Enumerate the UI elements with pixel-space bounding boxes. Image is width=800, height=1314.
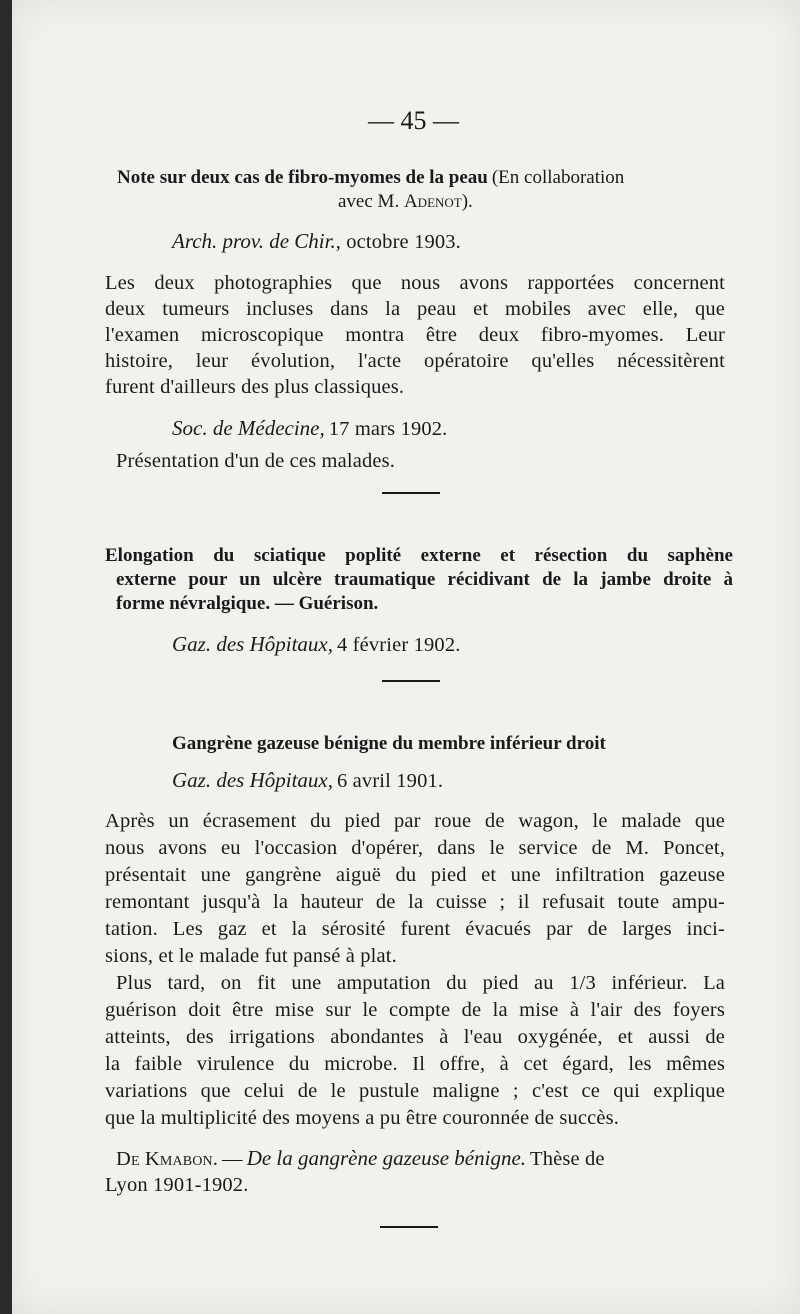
- article-2-title-line: Elongation du sciatique poplité externe et résection du saphène: [105, 545, 733, 566]
- article-1-reference-2: [172, 418, 447, 440]
- paragraph-line: que la multiplicité des moyens a pu être couronnée de succès.: [105, 1107, 620, 1129]
- paragraph-line: Les deux photographies que nous avons rapportées concernent: [105, 272, 725, 294]
- reference-date: 4 février 1902.: [337, 634, 461, 656]
- paragraph-line: nous avons eu l'occasion d'opérer, dans le service de M. Poncet,: [105, 837, 725, 859]
- paragraph-line: variations que celui de le pustule maligne ; c'est ce qui explique: [105, 1080, 725, 1102]
- reference-date: 6 avril 1901.: [337, 770, 444, 792]
- presentation-note: Présentation d'un de ces malades.: [116, 450, 396, 472]
- paragraph-line: la faible virulence du microbe. Il offre, à cet égard, les mêmes: [105, 1053, 725, 1075]
- paragraph-line: deux tumeurs incluses dans la peau et mobiles avec elle, que: [105, 298, 725, 320]
- paragraph-line: l'examen microscopique montra être deux fibro-myomes. Leur: [105, 324, 725, 346]
- reference-date: , octobre 1903.: [335, 231, 461, 253]
- citation-author: De Kmabon.: [116, 1148, 219, 1170]
- paragraph-line: remontant jusqu'à la hauteur de la cuisse ; il refusait toute ampu-: [105, 891, 725, 913]
- paragraph-line: Après un écrasement du pied par roue de wagon, le malade que: [105, 810, 725, 832]
- paragraph-line: atteints, des irrigations abondantes à l'eau oxygénée, et aussi de: [105, 1026, 725, 1048]
- article-1-reference-1: [172, 231, 461, 253]
- paragraph-line: furent d'ailleurs des plus classiques.: [105, 376, 405, 398]
- citation-rest: Thèse de: [530, 1148, 605, 1170]
- article-2-title-line: externe pour un ulcère traumatique récidivant de la jambe droite à: [116, 569, 733, 590]
- article-2-title-line: forme névralgique. — Guérison.: [116, 593, 379, 614]
- journal-name: Gaz. des Hôpitaux,: [172, 768, 333, 792]
- reference-date: 17 mars 1902.: [328, 418, 448, 440]
- article-1-collaboration: avec M. Adenot).: [338, 191, 473, 212]
- page-number: — 45 —: [368, 106, 459, 135]
- article-1-title-line: [117, 168, 624, 187]
- paragraph-line: sions, et le malade fut pansé à plat.: [105, 945, 397, 967]
- document-page: [12, 0, 800, 1314]
- citation-continuation: Lyon 1901-1902.: [105, 1174, 249, 1196]
- article-3-title: Gangrène gazeuse bénigne du membre inférieur droit: [172, 733, 606, 754]
- article-1-title-note: (En collaboration: [491, 167, 625, 188]
- article-1-title: Note sur deux cas de fibro-myomes de la peau: [117, 167, 488, 188]
- paragraph-line: Plus tard, on fit une amputation du pied au 1/3 inférieur. La: [116, 972, 725, 994]
- journal-name: Arch. prov. de Chir.: [172, 229, 336, 253]
- article-3-reference: [172, 770, 443, 792]
- section-divider: [382, 680, 440, 682]
- journal-name: Soc. de Médecine,: [172, 416, 325, 440]
- collaborator-name: Adenot: [403, 191, 462, 212]
- paragraph-line: histoire, leur évolution, l'acte opératoire qu'elles nécessitèrent: [105, 350, 725, 372]
- citation-dash: —: [222, 1148, 243, 1170]
- citation-title: De la gangrène gazeuse bénigne.: [246, 1146, 527, 1170]
- bibliographic-citation: [116, 1148, 605, 1170]
- paragraph-line: présentait une gangrène aiguë du pied et une infiltration gazeuse: [105, 864, 725, 886]
- section-divider: [382, 492, 440, 494]
- paragraph-line: tation. Les gaz et la sérosité furent évacués par de larges inci-: [105, 918, 725, 940]
- end-divider: [380, 1226, 438, 1228]
- paragraph-line: guérison doit être mise sur le compte de la mise à l'air des foyers: [105, 999, 725, 1021]
- article-2-reference: [172, 634, 461, 656]
- journal-name: Gaz. des Hôpitaux,: [172, 632, 333, 656]
